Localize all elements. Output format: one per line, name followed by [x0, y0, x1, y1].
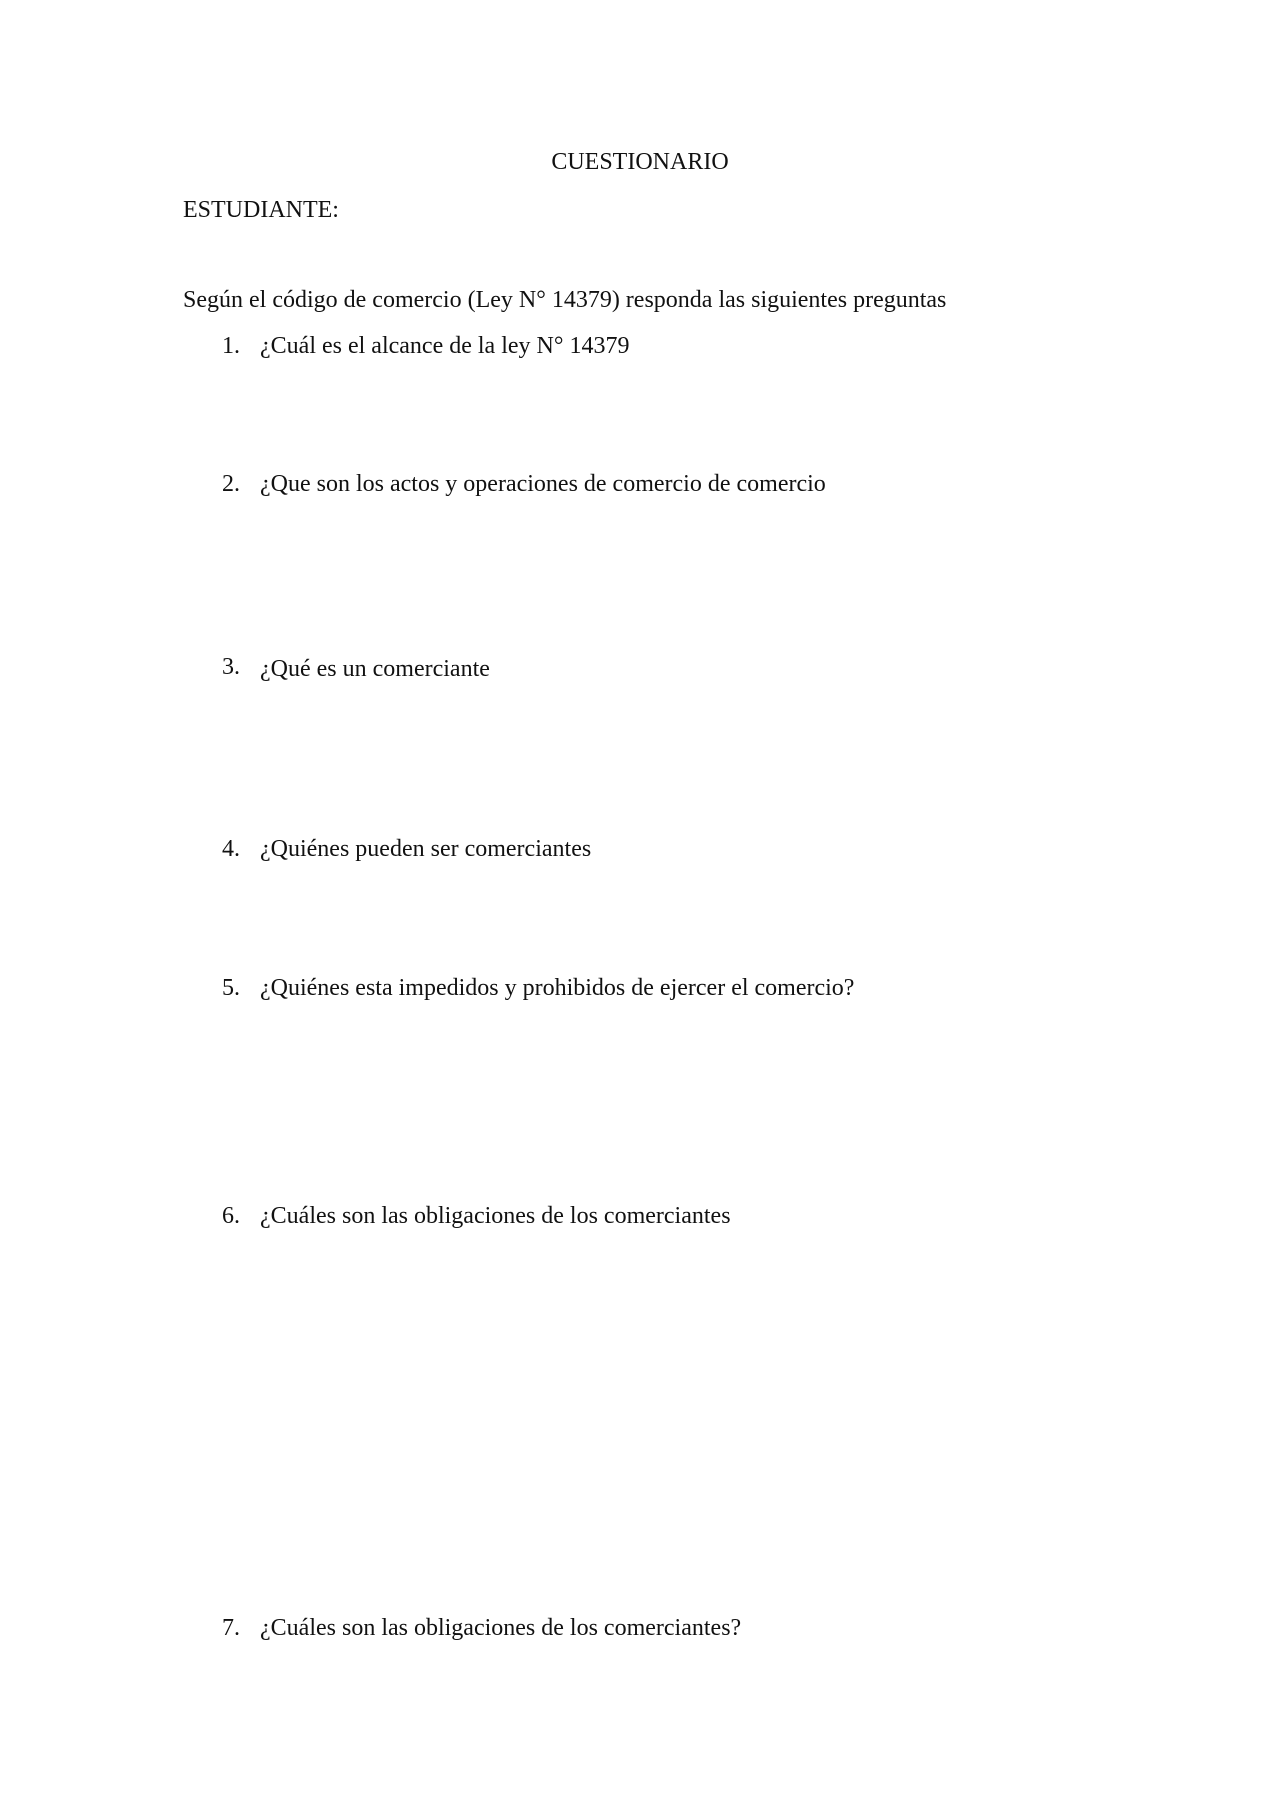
question-1	[0, 334, 1280, 366]
question-text: ¿Qué es un comerciante	[260, 656, 490, 682]
question-text: ¿Cuáles son las obligaciones de los comerciantes?	[260, 1615, 742, 1641]
question-text: ¿Cuál es el alcance de la ley N° 14379	[260, 333, 630, 359]
question-number: 4.	[222, 836, 240, 862]
page-title: CUESTIONARIO	[551, 149, 729, 175]
question-text: ¿Cuáles son las obligaciones de los comerciantes	[260, 1203, 731, 1229]
question-4	[0, 837, 1280, 869]
question-number: 1.	[222, 333, 240, 359]
question-2	[0, 472, 1280, 504]
question-6	[0, 1204, 1280, 1236]
question-text: ¿Quiénes pueden ser comerciantes	[260, 836, 592, 862]
question-number: 5.	[222, 975, 240, 1001]
question-text: ¿Que son los actos y operaciones de comercio de comercio	[260, 471, 826, 497]
question-number: 7.	[222, 1615, 240, 1641]
question-number: 3.	[222, 654, 240, 680]
question-text: ¿Quiénes esta impedidos y prohibidos de ejercer el comercio?	[260, 975, 855, 1001]
student-label: ESTUDIANTE:	[183, 197, 339, 223]
question-number: 6.	[222, 1203, 240, 1229]
question-7	[0, 1616, 1280, 1648]
question-5	[0, 976, 1280, 1008]
question-3	[0, 655, 1280, 687]
question-number: 2.	[222, 471, 240, 497]
intro-text: Según el código de comercio (Ley N° 14379) responda las siguientes preguntas	[183, 287, 947, 313]
